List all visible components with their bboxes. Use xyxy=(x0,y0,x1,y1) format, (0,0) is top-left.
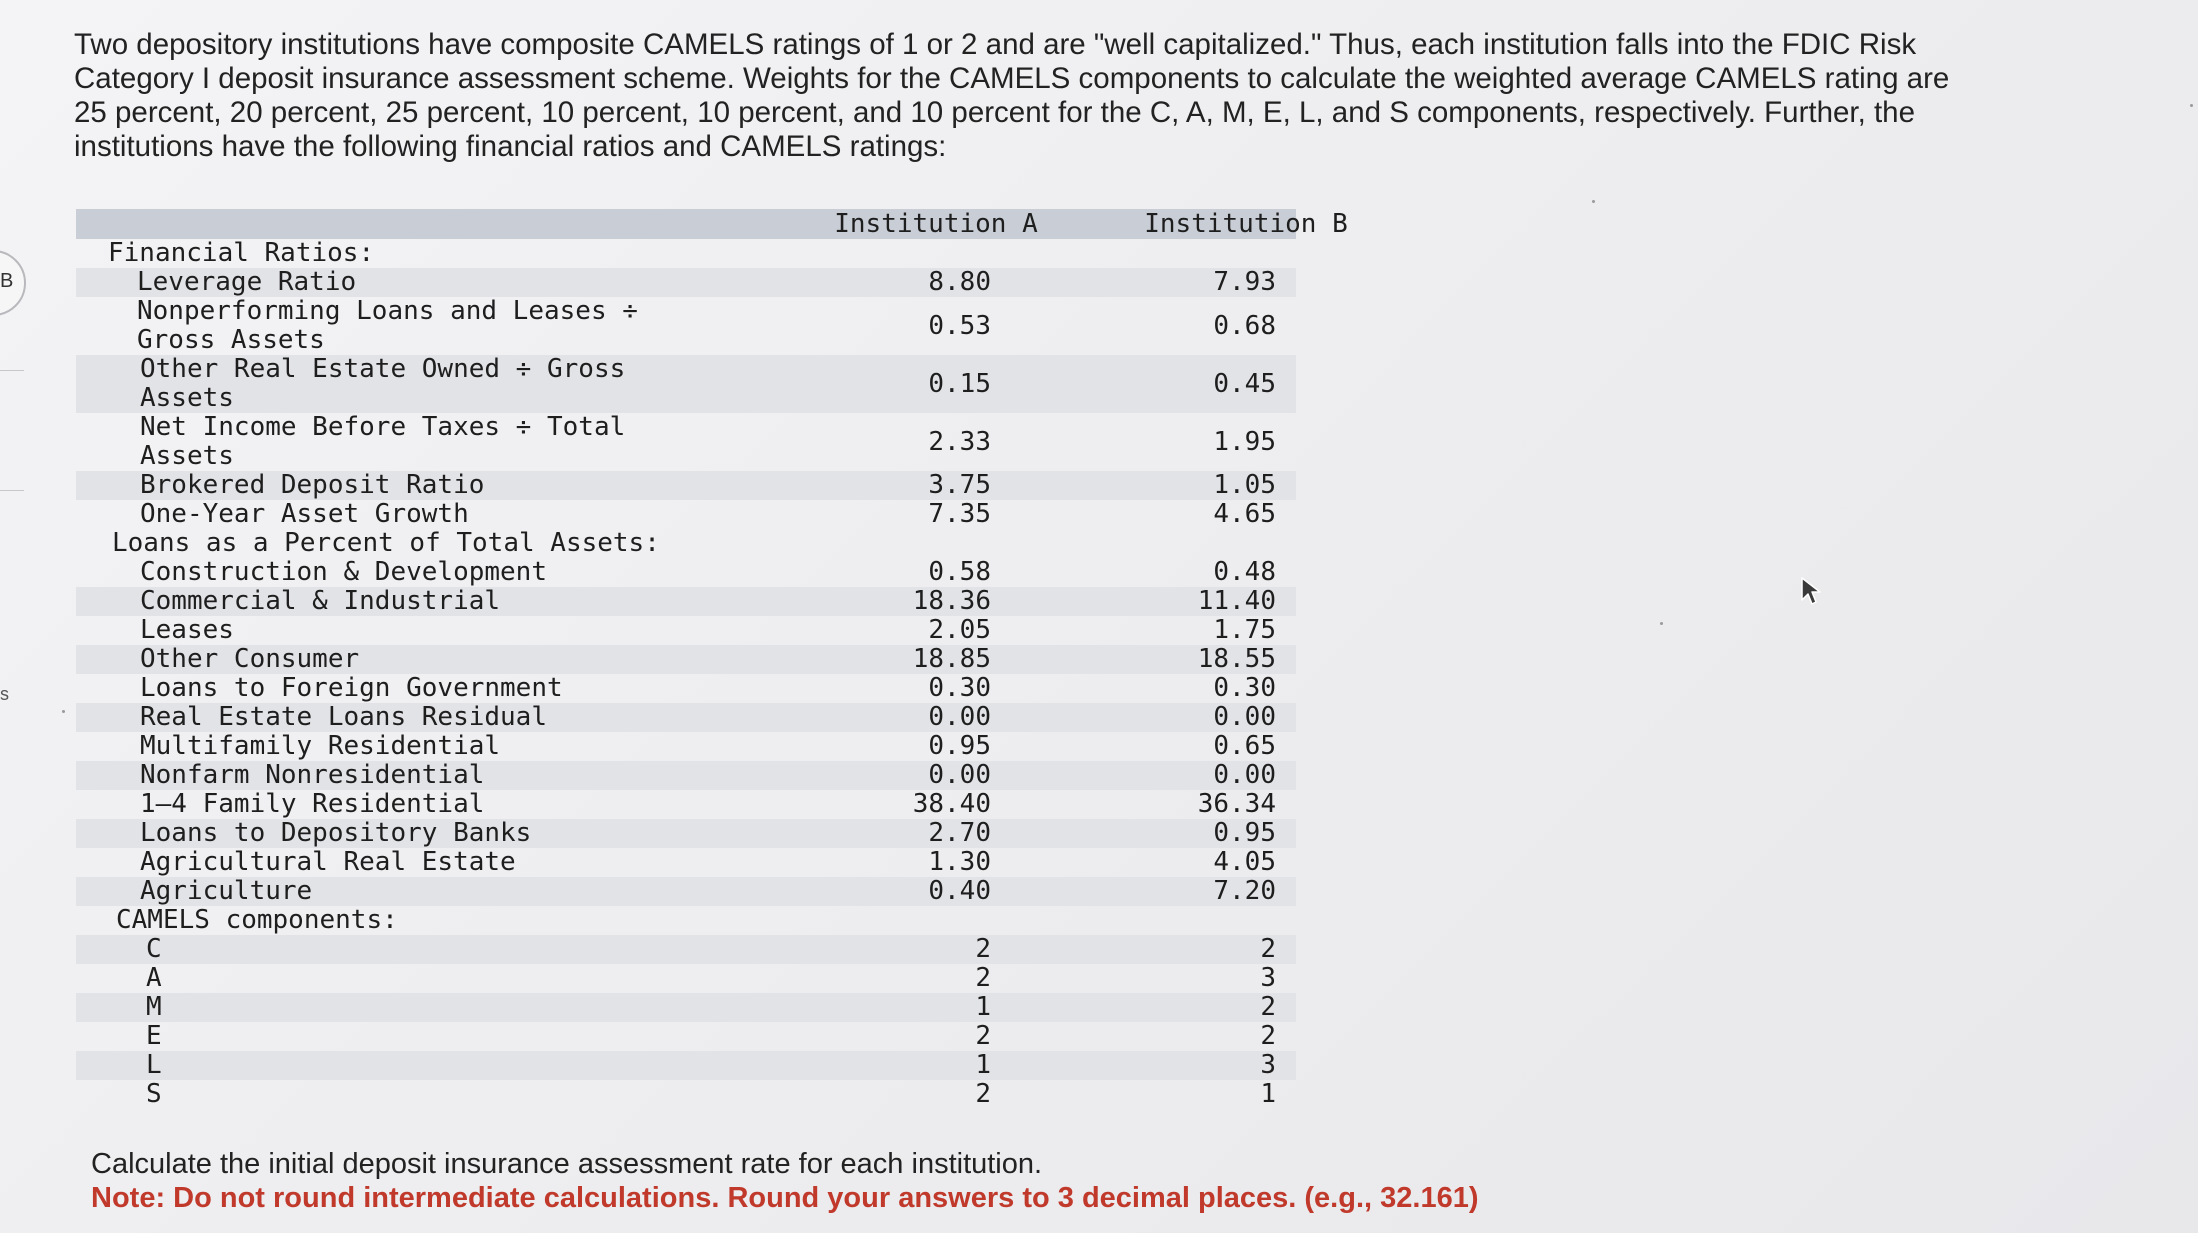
institution-a-value: 2 xyxy=(975,934,991,964)
background-speck xyxy=(1592,200,1595,203)
institution-b-value: 0.30 xyxy=(1213,673,1276,703)
institution-b-value: 1.95 xyxy=(1213,427,1276,457)
row-label: Financial Ratios: xyxy=(108,238,375,268)
institution-b-value: 0.00 xyxy=(1213,760,1276,790)
row-label: Real Estate Loans Residual xyxy=(140,702,547,732)
institution-b-value: 3 xyxy=(1260,1050,1276,1080)
institution-a-value: 0.40 xyxy=(928,876,991,906)
table-row xyxy=(76,1080,1296,1109)
row-label: Other Consumer xyxy=(140,644,360,674)
institution-a-value: 18.36 xyxy=(912,586,991,616)
institution-a-value: 0.58 xyxy=(928,557,991,587)
institution-b-value: 2 xyxy=(1260,934,1276,964)
institution-a-value: 38.40 xyxy=(912,789,991,819)
table-row xyxy=(76,297,1296,355)
institution-b-value: 4.05 xyxy=(1213,847,1276,877)
problem-intro-text: Two depository institutions have composite CAMELS ratings of 1 or 2 and are "well capitalized." Thus, each institution falls into the FDIC Risk Category I deposit insurance assessment scheme. Weights for the CAMELS components to calculate the weighted average CAMELS rating are 25 percent, 20 percent, 25 percent, 10 percent, 10 percent, and 10 percent for the C, A, M, E, L, and S components, respectively. Further, the institutions have the following financial ratios and CAMELS ratings: xyxy=(74,28,1950,163)
table-row xyxy=(76,935,1296,964)
row-label: Leases xyxy=(140,615,234,645)
column-header-institution-a: Institution A xyxy=(834,209,1038,239)
rounding-note: Note: Do not round intermediate calculations. Round your answers to 3 decimal places. (e.g., 32.161) xyxy=(91,1182,1479,1214)
institution-a-value: 2 xyxy=(975,1079,991,1109)
institution-a-value: 3.75 xyxy=(928,470,991,500)
row-label: CAMELS components: xyxy=(116,905,398,935)
background-speck xyxy=(62,710,65,713)
financial-ratios-table xyxy=(76,209,1348,1109)
table-row xyxy=(76,616,1296,645)
table-row xyxy=(76,239,1296,268)
institution-b-value: 0.68 xyxy=(1213,311,1276,341)
institution-b-value: 2 xyxy=(1260,1021,1276,1051)
row-label: L xyxy=(146,1050,162,1080)
row-label: A xyxy=(146,963,162,993)
row-label: S xyxy=(146,1079,162,1109)
institution-a-value: 0.15 xyxy=(928,369,991,399)
table-row xyxy=(76,471,1296,500)
table-row xyxy=(76,877,1296,906)
table-row xyxy=(76,587,1296,616)
table-row xyxy=(76,790,1296,819)
row-label: Brokered Deposit Ratio xyxy=(140,470,485,500)
row-label: Agricultural Real Estate xyxy=(140,847,516,877)
institution-a-value: 8.80 xyxy=(928,267,991,297)
table-row xyxy=(76,268,1296,297)
row-label: Agriculture xyxy=(140,876,313,906)
row-label: Nonfarm Nonresidential xyxy=(140,760,485,790)
institution-a-value: 0.00 xyxy=(928,702,991,732)
table-row xyxy=(76,558,1296,587)
institution-b-value: 7.93 xyxy=(1213,267,1276,297)
institution-b-value: 3 xyxy=(1260,963,1276,993)
institution-b-value: 2 xyxy=(1260,992,1276,1022)
row-label: E xyxy=(146,1021,162,1051)
table-header-row xyxy=(76,209,1348,239)
institution-b-value: 36.34 xyxy=(1197,789,1276,819)
row-label: One-Year Asset Growth xyxy=(140,499,469,529)
table-row xyxy=(76,703,1296,732)
institution-a-value: 0.95 xyxy=(928,731,991,761)
row-label: Nonperforming Loans and Leases ÷ Gross Assets xyxy=(137,296,638,355)
background-speck xyxy=(1660,622,1663,625)
row-label: Commercial & Industrial xyxy=(140,586,501,616)
question-text: Calculate the initial deposit insurance assessment rate for each institution. xyxy=(91,1148,1043,1180)
institution-a-value: 1 xyxy=(975,992,991,1022)
institution-a-value: 2.05 xyxy=(928,615,991,645)
table-row xyxy=(76,674,1296,703)
institution-a-value: 7.35 xyxy=(928,499,991,529)
row-label: 1–4 Family Residential xyxy=(140,789,485,819)
table-row xyxy=(76,993,1296,1022)
table-row xyxy=(76,1051,1296,1080)
table-body xyxy=(76,239,1296,1109)
table-row xyxy=(76,848,1296,877)
institution-b-value: 18.55 xyxy=(1197,644,1276,674)
row-label: M xyxy=(146,992,162,1022)
table-row xyxy=(76,964,1296,993)
institution-b-value: 0.65 xyxy=(1213,731,1276,761)
row-label: Net Income Before Taxes ÷ Total Assets xyxy=(140,412,626,471)
row-label: Multifamily Residential xyxy=(140,731,501,761)
column-header-institution-b: Institution B xyxy=(1144,209,1348,239)
table-row xyxy=(76,529,1296,558)
institution-b-value: 0.00 xyxy=(1213,702,1276,732)
background-speck xyxy=(2190,104,2193,107)
institution-a-value: 2.33 xyxy=(928,427,991,457)
row-label: Other Real Estate Owned ÷ Gross Assets xyxy=(140,354,626,413)
institution-a-value: 2 xyxy=(975,1021,991,1051)
institution-a-value: 0.00 xyxy=(928,760,991,790)
row-label: Loans as a Percent of Total Assets: xyxy=(112,528,660,558)
row-label: Leverage Ratio xyxy=(137,267,357,297)
institution-b-value: 1 xyxy=(1260,1079,1276,1109)
table-row xyxy=(76,761,1296,790)
mouse-pointer-icon xyxy=(1800,576,1824,608)
institution-b-value: 1.05 xyxy=(1213,470,1276,500)
institution-a-value: 2.70 xyxy=(928,818,991,848)
institution-b-value: 1.75 xyxy=(1213,615,1276,645)
institution-b-value: 11.40 xyxy=(1197,586,1276,616)
institution-b-value: 0.45 xyxy=(1213,369,1276,399)
row-label: Loans to Foreign Government xyxy=(140,673,563,703)
institution-b-value: 0.95 xyxy=(1213,818,1276,848)
table-row xyxy=(76,732,1296,761)
table-row xyxy=(76,819,1296,848)
institution-a-value: 1 xyxy=(975,1050,991,1080)
left-rail-divider xyxy=(0,370,24,371)
institution-b-value: 0.48 xyxy=(1213,557,1276,587)
table-row xyxy=(76,413,1296,471)
institution-b-value: 4.65 xyxy=(1213,499,1276,529)
left-rail-divider xyxy=(0,490,24,491)
row-label: Construction & Development xyxy=(140,557,547,587)
table-row xyxy=(76,1022,1296,1051)
table-row xyxy=(76,355,1296,413)
table-row xyxy=(76,645,1296,674)
table-row xyxy=(76,500,1296,529)
institution-a-value: 2 xyxy=(975,963,991,993)
left-rail-label: s xyxy=(0,684,9,704)
side-panel-tab-label: B xyxy=(0,270,14,292)
institution-a-value: 0.53 xyxy=(928,311,991,341)
institution-a-value: 1.30 xyxy=(928,847,991,877)
row-label: Loans to Depository Banks xyxy=(140,818,532,848)
row-label: C xyxy=(146,934,162,964)
institution-a-value: 0.30 xyxy=(928,673,991,703)
institution-a-value: 18.85 xyxy=(912,644,991,674)
institution-b-value: 7.20 xyxy=(1213,876,1276,906)
table-row xyxy=(76,906,1296,935)
